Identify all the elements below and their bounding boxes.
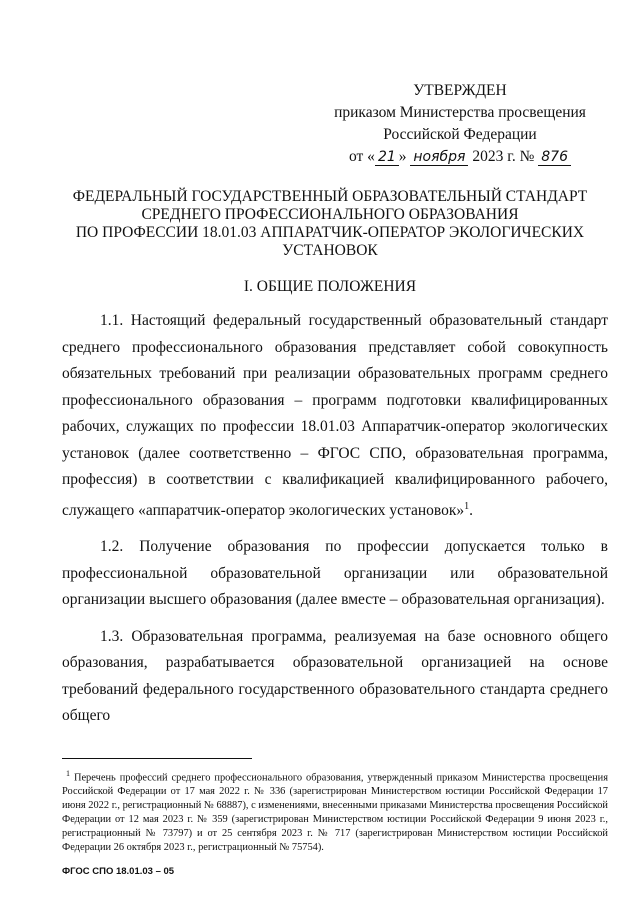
paragraph-1-1 <box>62 308 608 524</box>
approval-heading: УТВЕРЖДЕН <box>413 82 507 99</box>
approval-line-1: приказом Министерства просвещения <box>334 104 586 121</box>
title-line-4: УСТАНОВОК <box>282 242 378 259</box>
page-footer: ФГОС СПО 18.01.03 – 05 <box>62 866 175 877</box>
document-title <box>60 188 600 260</box>
approval-date <box>330 146 590 168</box>
footnote-divider <box>62 758 252 759</box>
handwritten-number: 876 <box>538 149 571 166</box>
footnote-ref: 1 <box>464 500 470 512</box>
document-body <box>62 308 608 740</box>
paragraph-1-1-text: 1.1. Настоящий федеральный государственный образовательный стандарт среднего профессионального образования представляет собой совокупность обязательных требований при реализации образовательных программ среднего профессионального образования – программ подготовки квалифицированных рабочих, служащих по профессии 18.01.03 Аппаратчик-оператор экологических установок (далее соответственно – ФГОС СПО, образовательная программа, профессия) в соответствии с квалификацией квалифицированного рабочего, служащего «аппаратчик-оператор экологических установок» <box>62 312 608 519</box>
footnotes <box>62 758 608 855</box>
approval-stamp <box>330 80 590 168</box>
title-line-1: ФЕДЕРАЛЬНЫЙ ГОСУДАРСТВЕННЫЙ ОБРАЗОВАТЕЛЬНЫЙ СТАНДАРТ <box>72 188 588 205</box>
footnote-text: Перечень профессий среднего профессионального образования, утвержденный приказом Министерства просвещения Российской Федерации от 17 мая 2022 г. № 336 (зарегистрирован Министерством юстиции Российской Федерации 17 июня 2022 г., регистрационный № 68887), с изменениями, внесенными приказами Министерства просвещения Российской Федерации от 12 мая 2023 г. № 359 (зарегистрирован Министерством юстиции Российской Федерации 9 июня 2023 г., регистрационный № 73797) и от 25 сентября 2023 г. № 717 (зарегистрирован Министерством юстиции Российской Федерации 26 октября 2023 г., регистрационный № 75754). <box>62 772 608 854</box>
paragraph-1-3: 1.3. Образовательная программа, реализуемая на базе основного общего образования, разрабатывается образовательной организацией на основе требований федерального государственного образовательного стандарта среднего общего <box>62 627 608 725</box>
date-prefix: от « <box>348 148 375 165</box>
paragraph-1-2: 1.2. Получение образования по профессии допускается только в профессиональной образовательной организации или образовательной организации высшего образования (далее вместе – образовательная организация). <box>62 538 608 609</box>
handwritten-month: ноября <box>410 149 468 166</box>
paragraph-1-1-end: . <box>469 501 474 519</box>
footnote-1 <box>62 767 608 855</box>
title-line-2: СРЕДНЕГО ПРОФЕССИОНАЛЬНОГО ОБРАЗОВАНИЯ <box>141 206 519 223</box>
date-mid: » <box>398 148 407 165</box>
date-year: 2023 г. № <box>472 148 535 165</box>
footnote-mark: 1 <box>66 769 70 778</box>
approval-line-2: Российской Федерации <box>383 126 537 143</box>
section-heading: I. ОБЩИЕ ПОЛОЖЕНИЯ <box>243 278 417 295</box>
title-line-3: ПО ПРОФЕССИИ 18.01.03 АППАРАТЧИК-ОПЕРАТОР ЭКОЛОГИЧЕСКИХ <box>75 224 585 241</box>
handwritten-day: 21 <box>375 149 399 166</box>
